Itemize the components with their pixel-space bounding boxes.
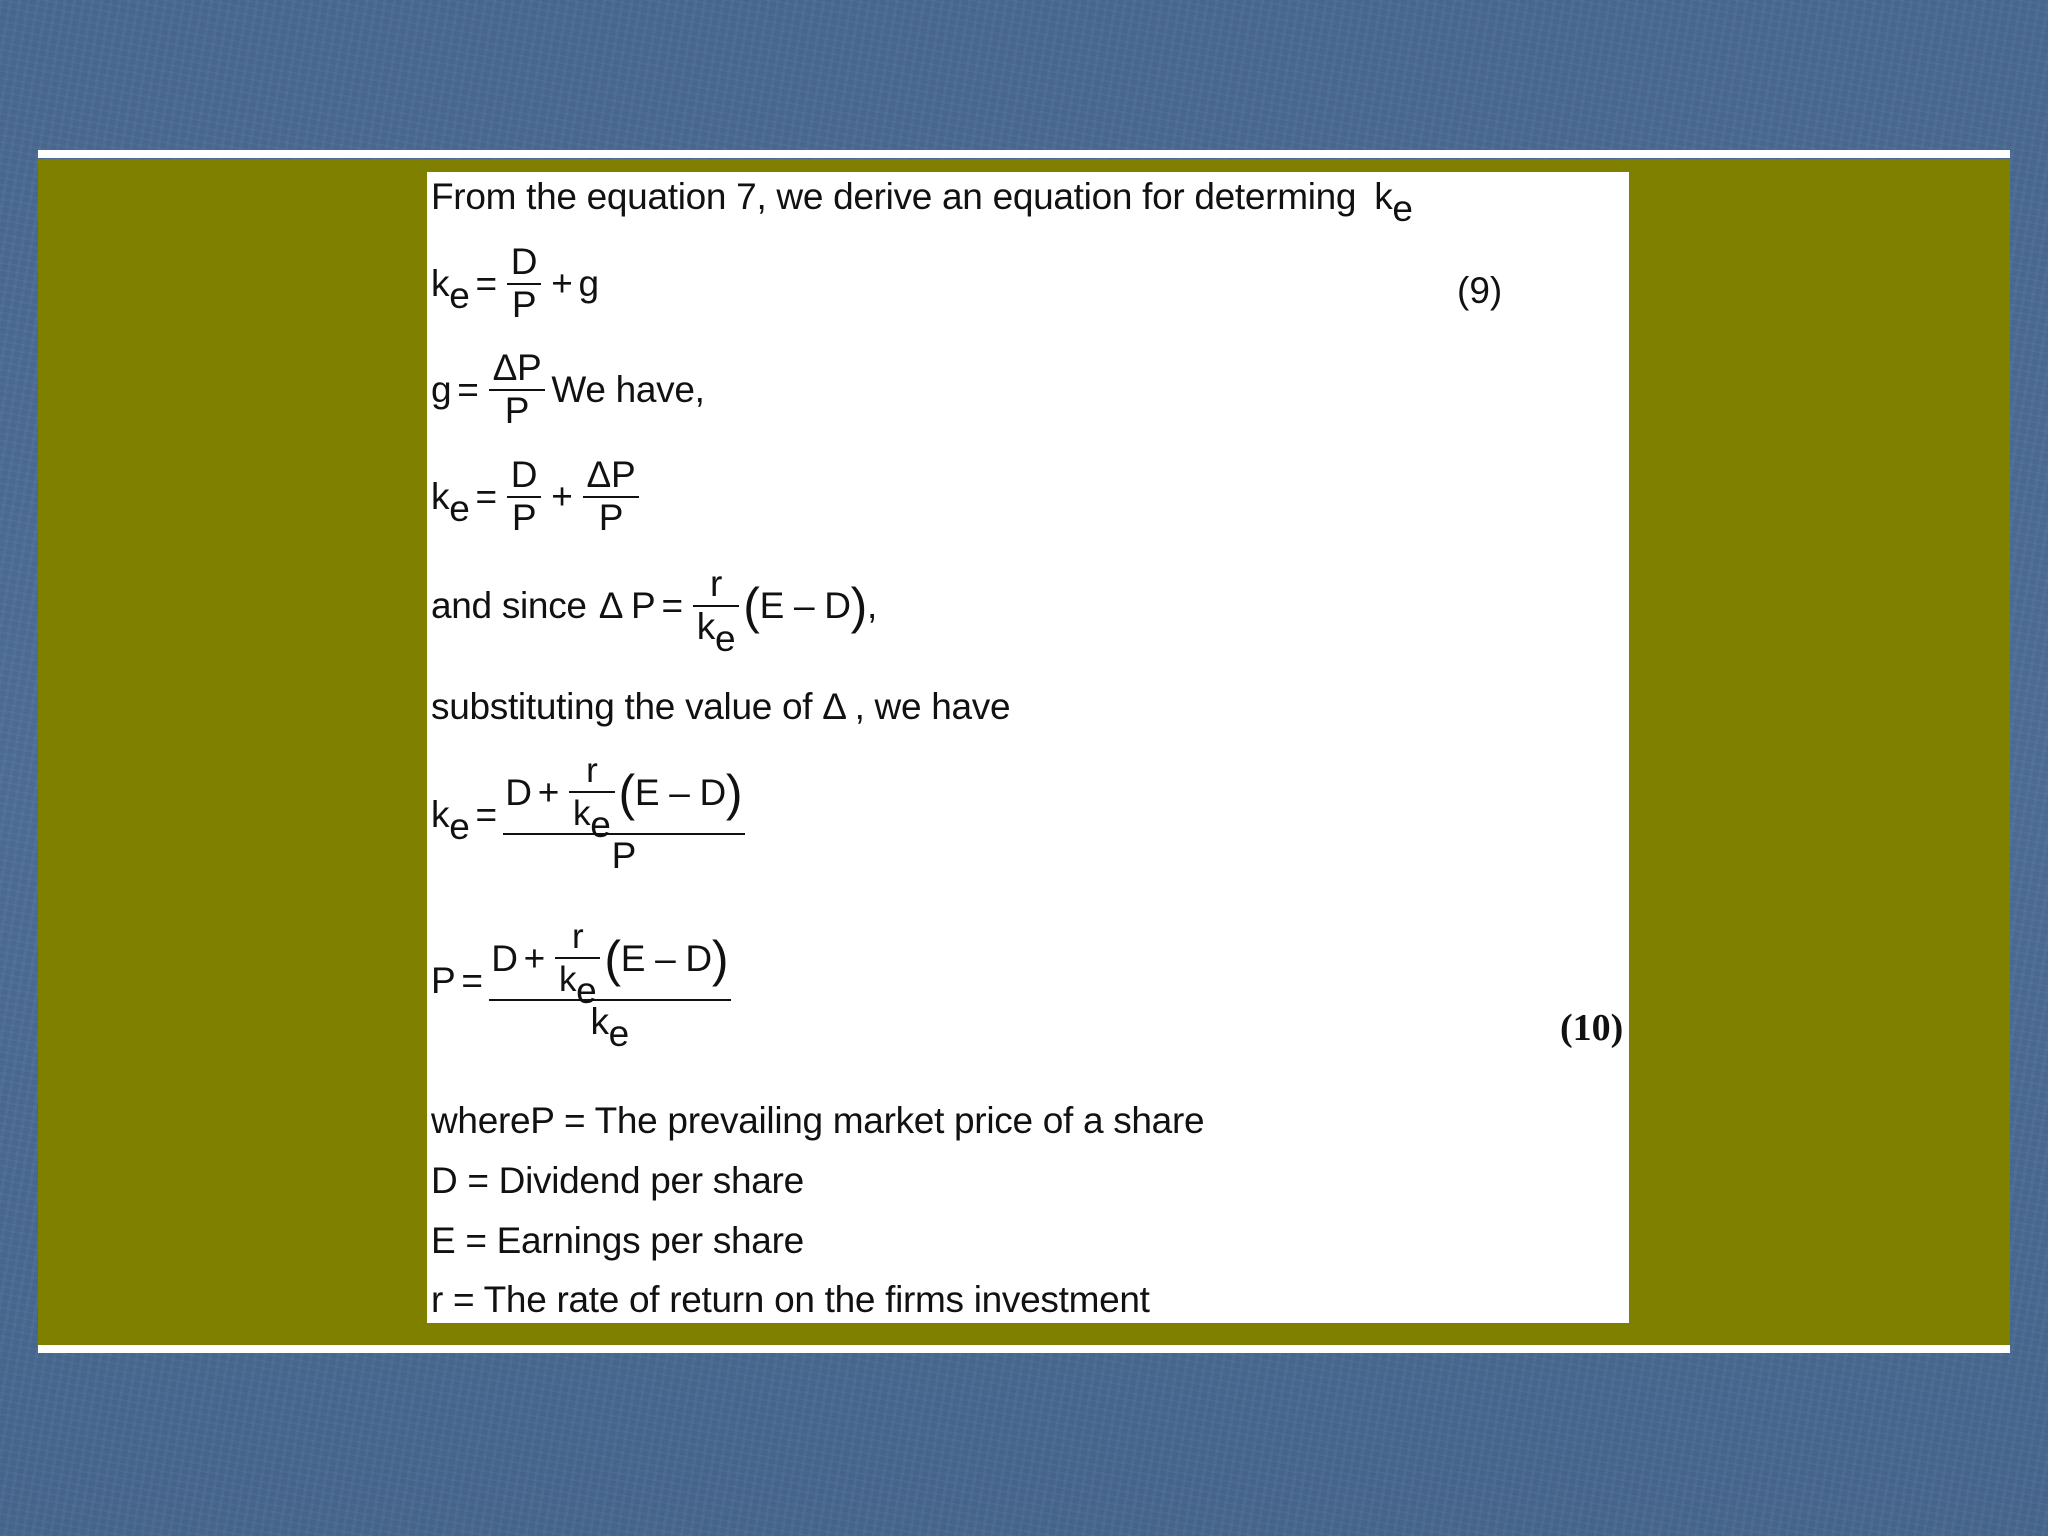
since-delta-p-line: and since Δ P = $\frac{r}{ke}$ ( E – D ) ,: [431, 563, 877, 659]
intro-line: [431, 176, 1413, 229]
definition-p: whereP = The prevailing market price of a share: [431, 1100, 1205, 1141]
definition-e: E = Earnings per share: [431, 1220, 804, 1261]
equation-9: k e = $\frac{D}{P}$ + g: [431, 241, 599, 325]
ke-symbol: ke: [1374, 176, 1413, 229]
equation-10: P = D + $\frac{r}{ke}$ ( E – D ) ke: [431, 918, 731, 1043]
bottom-white-rule: [38, 1345, 2010, 1353]
top-white-rule: [38, 150, 2010, 158]
delta-p-over-p-fraction: $\frac{\Delta P}{P}$: [489, 348, 546, 431]
substituting-line: substituting the value of Δ , we have: [431, 686, 1011, 727]
equation-ke-substituted: k e = D + $\frac{r}{ke}$ ( E – D ) P: [431, 752, 745, 877]
d-over-p-fraction: $\frac{D}{P}$: [507, 242, 541, 325]
equation-10-number: (10): [1560, 1007, 1624, 1049]
g-definition: g = $\frac{\Delta P}{P}$ We have,: [431, 347, 705, 431]
intro-text: From the equation 7, we derive an equation for determing: [431, 176, 1357, 217]
equation-ke-expanded: k e = $\frac{D}{P}$ + $\frac{\Delta P}{P}$: [431, 455, 643, 538]
equation-9-number: (9): [1457, 270, 1503, 311]
equation-panel: [427, 172, 1629, 1323]
definition-r: r = The rate of return on the firms investment: [431, 1279, 1150, 1320]
definition-d: D = Dividend per share: [431, 1160, 804, 1201]
